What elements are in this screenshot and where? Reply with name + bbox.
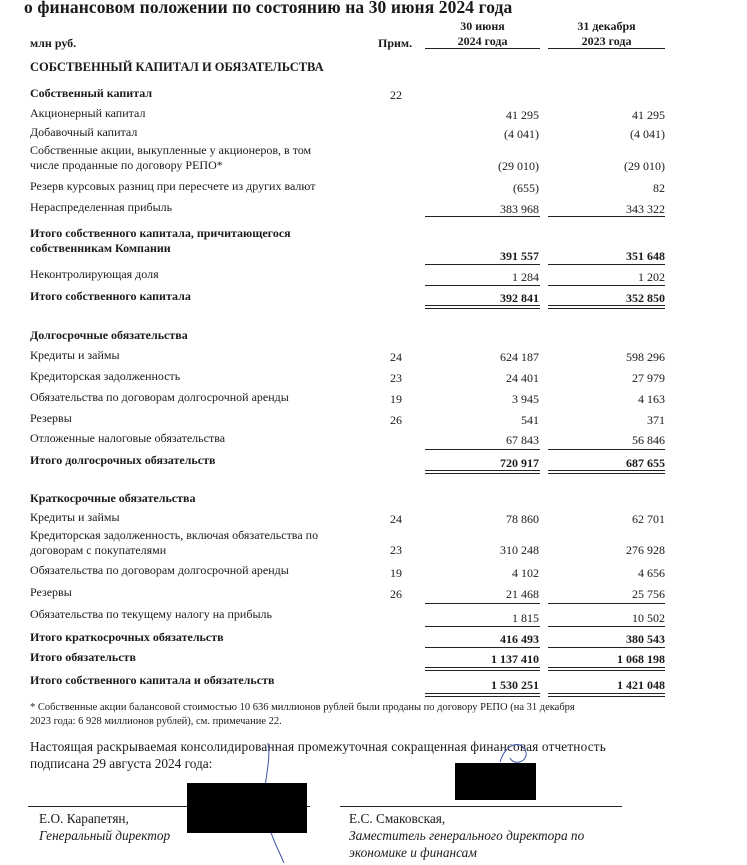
- value-2023: 351 648: [626, 249, 665, 263]
- total-double-rule: [425, 693, 540, 697]
- unit-label: млн руб.: [30, 36, 77, 50]
- value-2023: 687 655: [626, 456, 665, 470]
- row-label: Итого собственного капитала и обязательств: [30, 673, 275, 687]
- value-2023: 276 928: [626, 543, 665, 557]
- value-2023: 1 202: [638, 270, 665, 284]
- col1-header-line1: 30 июня: [460, 19, 505, 33]
- total-double-rule: [425, 667, 540, 671]
- col2-header-rule: [548, 48, 665, 49]
- value-2024: (655): [513, 181, 539, 195]
- total-double-rule: [548, 667, 665, 671]
- note-column-header: Прим.: [378, 36, 413, 50]
- value-2024: 67 843: [506, 433, 539, 447]
- subtotal-rule: [548, 449, 665, 450]
- subtotal-rule: [425, 626, 540, 627]
- row-label: Итого краткосрочных обязательств: [30, 630, 224, 644]
- col1-header-rule: [425, 48, 540, 49]
- row-label: Отложенные налоговые обязательства: [30, 431, 226, 445]
- redacted-signature-block: [455, 763, 536, 800]
- value-2024: 21 468: [506, 587, 539, 601]
- value-2023: (29 010): [624, 159, 665, 173]
- value-2024: (29 010): [498, 159, 539, 173]
- signatory-name: Е.О. Карапетян,: [39, 811, 129, 826]
- value-2024: 416 493: [500, 632, 539, 646]
- value-2023: 25 756: [632, 587, 665, 601]
- value-2023: 598 296: [626, 350, 665, 364]
- row-label: Итого собственного капитала: [30, 289, 191, 303]
- row-label: Итого долгосрочных обязательств: [30, 453, 216, 467]
- col1-header-line2: 2024 года: [457, 34, 508, 48]
- signatory-name: Е.С. Смаковская,: [349, 811, 446, 826]
- total-double-rule: [425, 470, 540, 474]
- row-label-line2: числе проданные по договору РЕПО*: [30, 158, 223, 172]
- row-note: 23: [390, 371, 402, 385]
- row-label-line2: договорам с покупателями: [30, 543, 167, 557]
- row-label: Обязательства по договорам долгосрочной аренды: [30, 563, 289, 577]
- col2-header-line1: 31 декабря: [577, 19, 636, 33]
- row-label: Кредиторская задолженность: [30, 369, 181, 383]
- value-2024: 1 137 410: [491, 652, 539, 666]
- row-label-line1: Итого собственного капитала, причитающегося: [30, 226, 291, 240]
- row-note: 19: [390, 392, 402, 406]
- value-2023: 62 701: [632, 512, 665, 526]
- row-label: Кредиты и займы: [30, 510, 120, 524]
- footnote-line1: * Собственные акции балансовой стоимостью 10 636 миллионов рублей были проданы по договору РЕПО (на 31 декабря: [30, 702, 575, 713]
- subtotal-rule: [425, 264, 540, 265]
- value-2023: 10 502: [632, 611, 665, 625]
- row-note: 19: [390, 566, 402, 580]
- row-label: Резерв курсовых разниц при пересчете из других валют: [30, 179, 316, 193]
- value-2024: (4 041): [504, 127, 539, 141]
- value-2024: 1 284: [512, 270, 539, 284]
- row-label: Резервы: [30, 411, 72, 425]
- row-label: Акционерный капитал: [30, 106, 146, 120]
- value-2024: 392 841: [500, 291, 539, 305]
- row-label-line2: собственникам Компании: [30, 241, 171, 255]
- value-2023: 41 295: [632, 108, 665, 122]
- value-2023: 371: [647, 413, 665, 427]
- value-2023: 352 850: [626, 291, 665, 305]
- value-2024: 383 968: [500, 202, 539, 216]
- subtotal-rule: [548, 264, 665, 265]
- noncurrent-heading: Долгосрочные обязательства: [30, 328, 188, 342]
- value-2023: 4 163: [638, 392, 665, 406]
- value-2023: 82: [653, 181, 665, 195]
- value-2024: 41 295: [506, 108, 539, 122]
- row-label: Итого обязательств: [30, 650, 136, 664]
- footnote-line2: 2023 года: 6 928 миллионов рублей), см. примечание 22.: [30, 716, 282, 727]
- total-double-rule: [425, 305, 540, 309]
- row-label-line1: Собственные акции, выкупленные у акционеров, в том: [30, 143, 312, 157]
- equity-heading-note: 22: [390, 88, 402, 102]
- subtotal-rule: [548, 603, 665, 604]
- value-2023: 1 068 198: [617, 652, 665, 666]
- total-double-rule: [548, 305, 665, 309]
- subtotal-rule: [425, 449, 540, 450]
- subtotal-rule: [548, 285, 665, 286]
- redacted-signature-block: [187, 783, 307, 833]
- subtotal-rule: [548, 626, 665, 627]
- value-2024: 78 860: [506, 512, 539, 526]
- row-label: Добавочный капитал: [30, 125, 138, 139]
- total-double-rule: [548, 470, 665, 474]
- row-label: Неконтролирующая доля: [30, 267, 159, 281]
- value-2024: 391 557: [500, 249, 539, 263]
- value-2023: 56 846: [632, 433, 665, 447]
- row-label: Нераспределенная прибыль: [30, 200, 173, 214]
- subtotal-rule: [548, 216, 665, 217]
- value-2024: 1 530 251: [491, 678, 539, 692]
- total-double-rule: [548, 693, 665, 697]
- value-2023: 343 322: [626, 202, 665, 216]
- section-title: СОБСТВЕННЫЙ КАПИТАЛ И ОБЯЗАТЕЛЬСТВА: [30, 60, 324, 74]
- value-2024: 24 401: [506, 371, 539, 385]
- col2-header-line2: 2023 года: [581, 34, 632, 48]
- value-2024: 541: [521, 413, 539, 427]
- value-2023: 380 543: [626, 632, 665, 646]
- row-note: 26: [390, 587, 402, 601]
- subtotal-rule: [425, 647, 540, 648]
- subtotal-rule: [425, 603, 540, 604]
- signing-statement-line1: Настоящая раскрываемая консолидированная промежуточная сокращенная финансовая отчетность: [30, 739, 606, 754]
- value-2024: 720 917: [500, 456, 539, 470]
- signatory-title: Генеральный директор: [39, 828, 171, 843]
- row-label: Обязательства по текущему налогу на прибыль: [30, 607, 272, 621]
- value-2024: 4 102: [512, 566, 539, 580]
- value-2024: 310 248: [500, 543, 539, 557]
- row-note: 23: [390, 543, 402, 557]
- signatory-title-line2: экономике и финансам: [349, 845, 477, 860]
- row-note: 26: [390, 413, 402, 427]
- value-2023: (4 041): [630, 127, 665, 141]
- value-2023: 4 656: [638, 566, 665, 580]
- row-label-line1: Кредиторская задолженность, включая обязательства по: [30, 528, 319, 542]
- value-2023: 1 421 048: [617, 678, 665, 692]
- value-2024: 624 187: [500, 350, 539, 364]
- value-2024: 1 815: [512, 611, 539, 625]
- signatory-title-line1: Заместитель генерального директора по: [349, 828, 585, 843]
- value-2024: 3 945: [512, 392, 539, 406]
- row-note: 24: [390, 350, 402, 364]
- subtotal-rule: [548, 647, 665, 648]
- current-heading: Краткосрочные обязательства: [30, 491, 196, 505]
- subtotal-rule: [425, 285, 540, 286]
- value-2023: 27 979: [632, 371, 665, 385]
- row-label: Кредиты и займы: [30, 348, 120, 362]
- row-label: Обязательства по договорам долгосрочной аренды: [30, 390, 289, 404]
- subtotal-rule: [425, 216, 540, 217]
- signing-statement-line2: подписана 29 августа 2024 года:: [30, 756, 213, 771]
- row-label: Резервы: [30, 585, 72, 599]
- row-note: 24: [390, 512, 402, 526]
- statement-title: о финансовом положении по состоянию на 30 июня 2024 года: [24, 0, 513, 17]
- equity-heading: Собственный капитал: [30, 86, 153, 100]
